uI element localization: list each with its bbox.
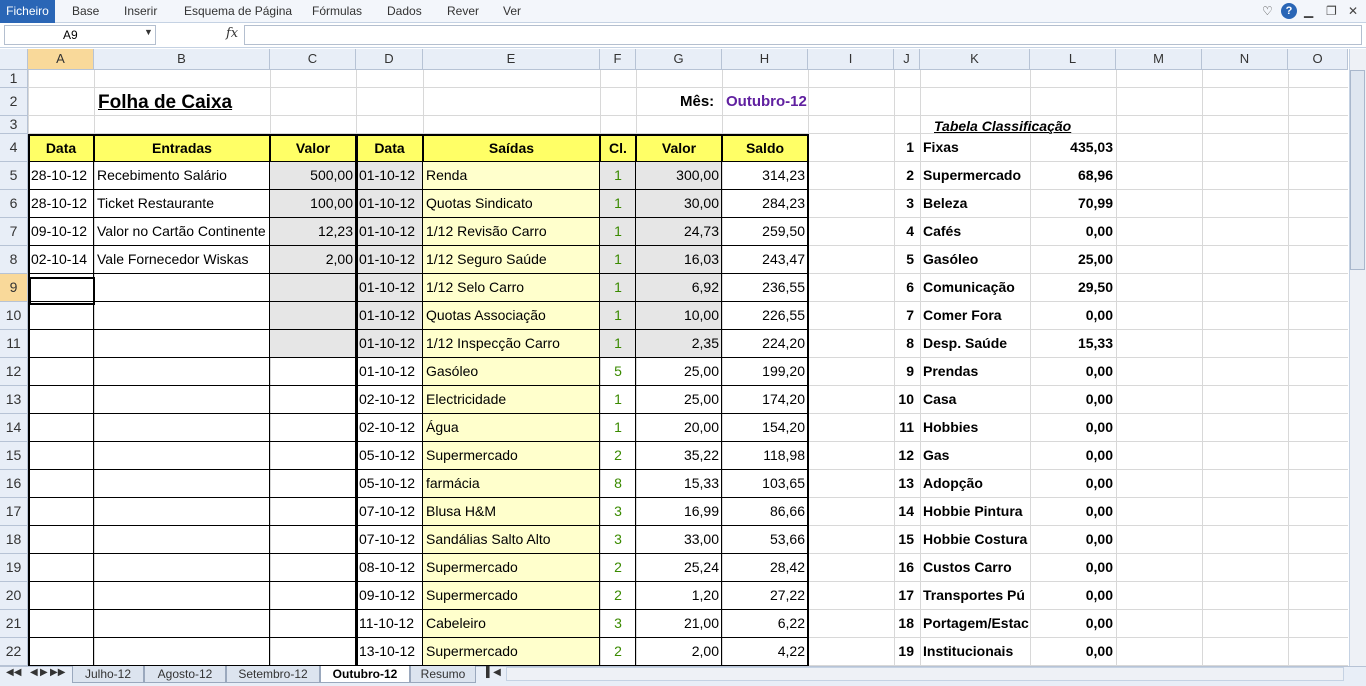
saida-data[interactable]: 05-10-12 <box>359 475 416 491</box>
entrada-desc[interactable]: Ticket Restaurante <box>97 195 214 211</box>
class-number: 11 <box>899 419 914 435</box>
gridline-v <box>1202 70 1203 666</box>
saida-desc[interactable]: 1/12 Revisão Carro <box>426 223 547 239</box>
class-number: 17 <box>898 587 914 603</box>
column-header-l[interactable]: L <box>1030 49 1116 70</box>
chevron-down-icon[interactable]: ▼ <box>144 27 153 37</box>
saida-data[interactable]: 09-10-12 <box>359 587 416 603</box>
class-name: Institucionais <box>923 643 1014 659</box>
saida-desc[interactable]: Supermercado <box>426 559 518 575</box>
saida-class[interactable]: 2 <box>614 447 622 463</box>
minimize-icon[interactable]: ▁ <box>1304 4 1314 18</box>
saida-desc[interactable]: Sandálias Salto Alto <box>426 531 551 547</box>
file-tab[interactable]: Ficheiro <box>0 0 55 23</box>
ribbon <box>0 0 1366 23</box>
saida-saldo[interactable]: 236,55 <box>762 279 805 295</box>
class-total: 435,03 <box>1070 139 1113 155</box>
fx-icon[interactable]: fx <box>226 26 239 41</box>
class-total: 0,00 <box>1085 391 1113 407</box>
class-total: 0,00 <box>1085 503 1113 519</box>
first-sheet-icon[interactable]: ◀◀ <box>6 667 22 678</box>
class-name: Adopção <box>923 475 983 491</box>
gridline-h <box>28 115 1348 116</box>
class-total: 0,00 <box>1085 419 1113 435</box>
table-inner-border <box>721 134 722 666</box>
saidas-row-border <box>356 329 808 330</box>
class-name: Supermercado <box>923 167 1022 183</box>
saida-saldo[interactable]: 174,20 <box>762 391 805 407</box>
class-total: 29,50 <box>1077 279 1113 295</box>
column-header-c[interactable]: C <box>270 49 356 70</box>
entradas-row-border <box>28 553 356 554</box>
saida-class[interactable]: 1 <box>614 223 622 239</box>
saida-valor[interactable]: 16,99 <box>683 503 719 519</box>
class-number: 9 <box>906 363 914 379</box>
saidas-row-border <box>356 273 808 274</box>
sheet-tab-julho[interactable]: Julho-12 <box>72 666 144 683</box>
saidas-row-border <box>356 161 808 162</box>
entrada-desc[interactable]: Vale Fornecedor Wiskas <box>97 251 249 267</box>
table-inner-border <box>599 134 600 666</box>
class-total: 0,00 <box>1085 447 1113 463</box>
class-name: Desp. Saúde <box>923 335 1008 351</box>
saida-class[interactable]: 2 <box>614 587 622 603</box>
saida-saldo[interactable]: 226,55 <box>762 307 805 323</box>
row-header-2[interactable]: 2 <box>0 88 28 116</box>
column-header-h[interactable]: H <box>722 49 808 70</box>
class-number: 14 <box>898 503 914 519</box>
month-value[interactable]: Outubro-12 <box>726 93 807 110</box>
saidas-row-border <box>356 497 808 498</box>
row-header-7[interactable]: 7 <box>0 218 28 246</box>
sheet-tab-resumo[interactable]: Resumo <box>410 666 476 683</box>
saida-saldo[interactable]: 314,23 <box>762 167 805 183</box>
saida-valor[interactable]: 2,35 <box>691 335 719 351</box>
class-number: 15 <box>898 531 914 547</box>
restore-icon[interactable]: ❐ <box>1326 4 1337 18</box>
saida-data[interactable]: 01-10-12 <box>359 195 416 211</box>
saida-saldo[interactable]: 53,66 <box>769 531 805 547</box>
saida-data[interactable]: 05-10-12 <box>359 447 416 463</box>
gridline-v <box>1288 70 1289 666</box>
column-header-m[interactable]: M <box>1116 49 1202 70</box>
saida-saldo[interactable]: 154,20 <box>762 419 805 435</box>
sheet-tab-agosto[interactable]: Agosto-12 <box>144 666 226 683</box>
saidas-header-3: Valor <box>636 134 722 162</box>
saida-class[interactable]: 3 <box>614 531 622 547</box>
saida-valor[interactable]: 25,24 <box>683 559 719 575</box>
saida-class[interactable]: 1 <box>614 279 622 295</box>
saida-desc[interactable]: farmácia <box>426 475 480 491</box>
saida-saldo[interactable]: 224,20 <box>762 335 805 351</box>
saida-class[interactable]: 2 <box>614 559 622 575</box>
saida-saldo[interactable]: 6,22 <box>777 615 805 631</box>
gridline-v <box>1116 70 1117 666</box>
saida-data[interactable]: 01-10-12 <box>359 223 416 239</box>
entradas-row-border <box>28 329 356 330</box>
saidas-row-border <box>356 413 808 414</box>
class-number: 6 <box>906 279 914 295</box>
saida-valor[interactable]: 300,00 <box>676 167 719 183</box>
saida-class[interactable]: 1 <box>614 419 622 435</box>
saida-data[interactable]: 11-10-12 <box>359 615 415 631</box>
class-total: 0,00 <box>1085 363 1113 379</box>
class-name: Prendas <box>923 363 979 379</box>
saidas-border <box>807 134 809 666</box>
entradas-row-border <box>28 609 356 610</box>
entradas-row-border <box>28 581 356 582</box>
column-header-e[interactable]: E <box>423 49 600 70</box>
saida-desc[interactable]: Água <box>426 419 459 435</box>
prev-sheet-icon[interactable]: ◀ <box>30 667 38 678</box>
class-total: 15,33 <box>1077 335 1113 351</box>
class-total: 0,00 <box>1085 475 1113 491</box>
saida-valor[interactable]: 15,33 <box>683 475 719 491</box>
saidas-border <box>356 134 358 666</box>
column-header-i[interactable]: I <box>808 49 894 70</box>
class-name: Comer Fora <box>923 307 1002 323</box>
saida-valor[interactable]: 33,00 <box>683 531 719 547</box>
saida-desc[interactable]: 1/12 Seguro Saúde <box>426 251 547 267</box>
class-total: 25,00 <box>1077 251 1113 267</box>
row-header-4[interactable]: 4 <box>0 134 28 162</box>
vertical-scroll-thumb[interactable] <box>1350 70 1365 270</box>
class-total: 0,00 <box>1085 643 1113 659</box>
class-number: 2 <box>906 167 914 183</box>
row-header-8[interactable]: 8 <box>0 246 28 274</box>
saida-desc[interactable]: Cabeleiro <box>426 615 486 631</box>
saida-class[interactable]: 3 <box>614 503 622 519</box>
saida-saldo[interactable]: 118,98 <box>763 447 805 463</box>
class-number: 16 <box>898 559 914 575</box>
saidas-row-border <box>356 385 808 386</box>
entrada-valor[interactable]: 100,00 <box>310 195 353 211</box>
entradas-row-border <box>28 497 356 498</box>
table-inner-border <box>635 134 636 666</box>
saida-class[interactable]: 1 <box>614 391 622 407</box>
entradas-border <box>28 134 356 136</box>
tab-inserir[interactable]: Inserir <box>124 4 158 18</box>
next-sheet-icon[interactable]: ▶ <box>40 667 48 678</box>
entradas-border <box>28 134 30 666</box>
class-total: 0,00 <box>1085 615 1113 631</box>
saida-class[interactable]: 8 <box>614 475 622 491</box>
saida-saldo[interactable]: 103,65 <box>762 475 805 491</box>
saida-class[interactable]: 3 <box>614 615 622 631</box>
saidas-row-border <box>356 245 808 246</box>
entradas-header-2: Valor <box>270 134 356 162</box>
saida-saldo[interactable]: 27,22 <box>769 587 805 603</box>
saida-desc[interactable]: 1/12 Inspecção Carro <box>426 335 560 351</box>
formula-bar <box>0 23 1366 48</box>
row-header-20[interactable]: 20 <box>0 582 28 610</box>
row-header-14[interactable]: 14 <box>0 414 28 442</box>
saidas-row-border <box>356 525 808 526</box>
saida-data[interactable]: 01-10-12 <box>359 279 416 295</box>
column-header-d[interactable]: D <box>356 49 423 70</box>
row-header-1[interactable]: 1 <box>0 70 28 88</box>
saida-class[interactable]: 1 <box>614 307 622 323</box>
column-header-n[interactable]: N <box>1202 49 1288 70</box>
class-name: Casa <box>923 391 957 407</box>
saida-valor[interactable]: 1,20 <box>691 587 719 603</box>
saidas-row-border <box>356 637 808 638</box>
selected-cell-a9[interactable] <box>29 277 95 305</box>
saida-valor[interactable]: 24,73 <box>683 223 719 239</box>
saidas-row-border <box>356 441 808 442</box>
saida-class[interactable]: 1 <box>614 195 622 211</box>
saida-valor[interactable]: 35,22 <box>683 447 719 463</box>
class-total: 0,00 <box>1085 559 1113 575</box>
entrada-valor[interactable]: 500,00 <box>310 167 353 183</box>
shaded-cell <box>270 302 356 330</box>
class-name: Custos Carro <box>923 559 1012 575</box>
saida-valor[interactable]: 25,00 <box>683 391 719 407</box>
page-title: Folha de Caixa <box>98 92 233 113</box>
row-header-17[interactable]: 17 <box>0 498 28 526</box>
tab-formulas[interactable]: Fórmulas <box>312 4 363 18</box>
class-number: 3 <box>906 195 914 211</box>
saida-class[interactable]: 1 <box>614 335 622 351</box>
entradas-row-border <box>28 469 356 470</box>
saidas-row-border <box>356 301 808 302</box>
saida-desc[interactable]: Supermercado <box>426 587 518 603</box>
column-header-g[interactable]: G <box>636 49 722 70</box>
saida-saldo[interactable]: 199,20 <box>762 363 805 379</box>
entradas-row-border <box>28 441 356 442</box>
class-name: Comunicação <box>923 279 1015 295</box>
saida-data[interactable]: 13-10-12 <box>359 643 416 659</box>
saida-data[interactable]: 01-10-12 <box>359 167 416 183</box>
saida-desc[interactable]: Supermercado <box>426 643 518 659</box>
entrada-data[interactable]: 02-10-14 <box>31 251 88 267</box>
row-header-3[interactable]: 3 <box>0 116 28 134</box>
close-icon[interactable]: ✕ <box>1348 4 1359 18</box>
saida-class[interactable]: 5 <box>614 363 622 379</box>
name-box[interactable]: A9 <box>4 25 156 45</box>
saida-valor[interactable]: 6,92 <box>691 279 719 295</box>
saida-valor[interactable]: 16,03 <box>683 251 719 267</box>
row-header-13[interactable]: 13 <box>0 386 28 414</box>
class-number: 13 <box>898 475 914 491</box>
class-name: Gas <box>923 447 950 463</box>
saida-valor[interactable]: 20,00 <box>683 419 719 435</box>
entradas-row-border <box>28 413 356 414</box>
entrada-data[interactable]: 28-10-12 <box>31 167 88 183</box>
saida-class[interactable]: 1 <box>614 167 622 183</box>
saida-data[interactable]: 02-10-12 <box>359 419 416 435</box>
saidas-row-border <box>356 553 808 554</box>
column-header-f[interactable]: F <box>600 49 636 70</box>
entradas-row-border <box>28 385 356 386</box>
entrada-desc[interactable]: Recebimento Salário <box>97 167 227 183</box>
class-total: 0,00 <box>1085 587 1113 603</box>
formula-input[interactable] <box>244 25 1362 45</box>
row-header-15[interactable]: 15 <box>0 442 28 470</box>
class-total: 0,00 <box>1085 307 1113 323</box>
row-header-22[interactable]: 22 <box>0 638 28 666</box>
ribbon-collapse-icon[interactable]: ♡ <box>1262 4 1273 18</box>
column-header-j[interactable]: J <box>894 49 920 70</box>
saidas-header-1: Saídas <box>423 134 600 162</box>
saidas-row-border <box>356 609 808 610</box>
tab-ver[interactable]: Ver <box>503 4 522 18</box>
saida-data[interactable]: 07-10-12 <box>359 503 416 519</box>
saidas-row-border <box>356 357 808 358</box>
class-name: Hobbies <box>923 419 979 435</box>
last-sheet-icon[interactable]: ▶▶ <box>50 667 66 678</box>
class-number: 19 <box>898 643 914 659</box>
entradas-header-1: Entradas <box>94 134 270 162</box>
row-header-16[interactable]: 16 <box>0 470 28 498</box>
class-name: Hobbie Costura <box>923 531 1028 547</box>
saidas-header-4: Saldo <box>722 134 808 162</box>
saida-valor[interactable]: 21,00 <box>683 615 719 631</box>
saida-saldo[interactable]: 259,50 <box>762 223 805 239</box>
saida-valor[interactable]: 30,00 <box>683 195 719 211</box>
class-table-title: Tabela Classificação <box>934 118 1072 134</box>
row-header-10[interactable]: 10 <box>0 302 28 330</box>
tab-esquema-pagina[interactable]: Esquema de Página <box>184 4 293 18</box>
class-total: 70,99 <box>1077 195 1113 211</box>
saidas-header-0: Data <box>356 134 423 162</box>
saida-valor[interactable]: 10,00 <box>683 307 719 323</box>
saida-saldo[interactable]: 4,22 <box>777 643 805 659</box>
saida-data[interactable]: 01-10-12 <box>359 335 416 351</box>
saida-data[interactable]: 01-10-12 <box>359 307 416 323</box>
class-number: 12 <box>898 447 914 463</box>
saida-desc[interactable]: Quotas Associação <box>426 307 546 323</box>
entrada-data[interactable]: 09-10-12 <box>31 223 88 239</box>
class-total: 68,96 <box>1077 167 1113 183</box>
class-number: 4 <box>906 223 914 239</box>
row-header-11[interactable]: 11 <box>0 330 28 358</box>
column-header-k[interactable]: K <box>920 49 1030 70</box>
saida-desc[interactable]: 1/12 Selo Carro <box>426 279 525 295</box>
class-number: 5 <box>906 251 914 267</box>
saida-saldo[interactable]: 284,23 <box>762 195 805 211</box>
column-header-o[interactable]: O <box>1288 49 1348 70</box>
month-label: Mês: <box>680 93 715 110</box>
saidas-row-border <box>356 581 808 582</box>
row-header-21[interactable]: 21 <box>0 610 28 638</box>
class-number: 7 <box>906 307 914 323</box>
row-header-12[interactable]: 12 <box>0 358 28 386</box>
entrada-valor[interactable]: 12,23 <box>317 223 353 239</box>
column-header-b[interactable]: B <box>94 49 270 70</box>
row-header-19[interactable]: 19 <box>0 554 28 582</box>
saida-valor[interactable]: 2,00 <box>691 643 719 659</box>
saidas-header-2: Cl. <box>600 134 636 162</box>
help-icon[interactable]: ? <box>1281 3 1297 19</box>
column-header-a[interactable]: A <box>28 49 94 70</box>
entradas-header-0: Data <box>28 134 94 162</box>
saida-desc[interactable]: Gasóleo <box>426 363 479 379</box>
entrada-desc[interactable]: Valor no Cartão Continente <box>97 223 266 239</box>
entradas-row-border <box>28 357 356 358</box>
tab-split-handle[interactable]: ▌◀ <box>486 667 501 678</box>
saida-desc[interactable]: Quotas Sindicato <box>426 195 533 211</box>
saida-saldo[interactable]: 243,47 <box>762 251 805 267</box>
class-name: Cafés <box>923 223 962 239</box>
saida-data[interactable]: 01-10-12 <box>359 363 416 379</box>
gridline-h <box>28 87 1348 88</box>
saida-class[interactable]: 1 <box>614 251 622 267</box>
class-name: Gasóleo <box>923 251 979 267</box>
saida-desc[interactable]: Renda <box>426 167 468 183</box>
horizontal-scrollbar[interactable] <box>506 667 1344 681</box>
saida-valor[interactable]: 25,00 <box>683 363 719 379</box>
class-number: 8 <box>906 335 914 351</box>
class-total: 0,00 <box>1085 223 1113 239</box>
entradas-row-border <box>28 525 356 526</box>
class-number: 1 <box>906 139 914 155</box>
saidas-border <box>356 134 808 136</box>
shaded-cell <box>270 330 356 358</box>
shaded-cell <box>270 274 356 302</box>
class-name: Beleza <box>923 195 968 211</box>
class-number: 18 <box>898 615 914 631</box>
table-inner-border <box>422 134 423 666</box>
saidas-row-border <box>356 189 808 190</box>
saida-saldo[interactable]: 86,66 <box>769 503 805 519</box>
saida-class[interactable]: 2 <box>614 643 622 659</box>
saida-saldo[interactable]: 28,42 <box>769 559 805 575</box>
row-header-6[interactable]: 6 <box>0 190 28 218</box>
saidas-row-border <box>356 217 808 218</box>
entrada-valor[interactable]: 2,00 <box>325 251 353 267</box>
row-header-5[interactable]: 5 <box>0 162 28 190</box>
select-all-corner[interactable] <box>0 49 28 70</box>
class-name: Portagem/Estac <box>923 615 1029 631</box>
saida-desc[interactable]: Electricidade <box>426 391 507 407</box>
class-number: 10 <box>898 391 914 407</box>
class-name: Hobbie Pintura <box>923 503 1023 519</box>
row-header-18[interactable]: 18 <box>0 526 28 554</box>
sheet-tab-setembro[interactable]: Setembro-12 <box>226 666 320 683</box>
saida-data[interactable]: 07-10-12 <box>359 531 416 547</box>
entrada-data[interactable]: 28-10-12 <box>31 195 88 211</box>
saidas-row-border <box>356 469 808 470</box>
saida-desc[interactable]: Supermercado <box>426 447 518 463</box>
sheet-tab-outubro[interactable]: Outubro-12 <box>320 666 410 683</box>
saida-desc[interactable]: Blusa H&M <box>426 503 497 519</box>
class-total: 0,00 <box>1085 531 1113 547</box>
saida-data[interactable]: 02-10-12 <box>359 391 416 407</box>
saida-data[interactable]: 01-10-12 <box>359 251 416 267</box>
saida-data[interactable]: 08-10-12 <box>359 559 416 575</box>
tab-rever[interactable]: Rever <box>447 4 480 18</box>
row-header-9[interactable]: 9 <box>0 274 28 302</box>
entradas-row-border <box>28 637 356 638</box>
tab-base[interactable]: Base <box>72 4 100 18</box>
tab-dados[interactable]: Dados <box>387 4 422 18</box>
class-name: Fixas <box>923 139 959 155</box>
class-name: Transportes Pú <box>923 587 1025 603</box>
